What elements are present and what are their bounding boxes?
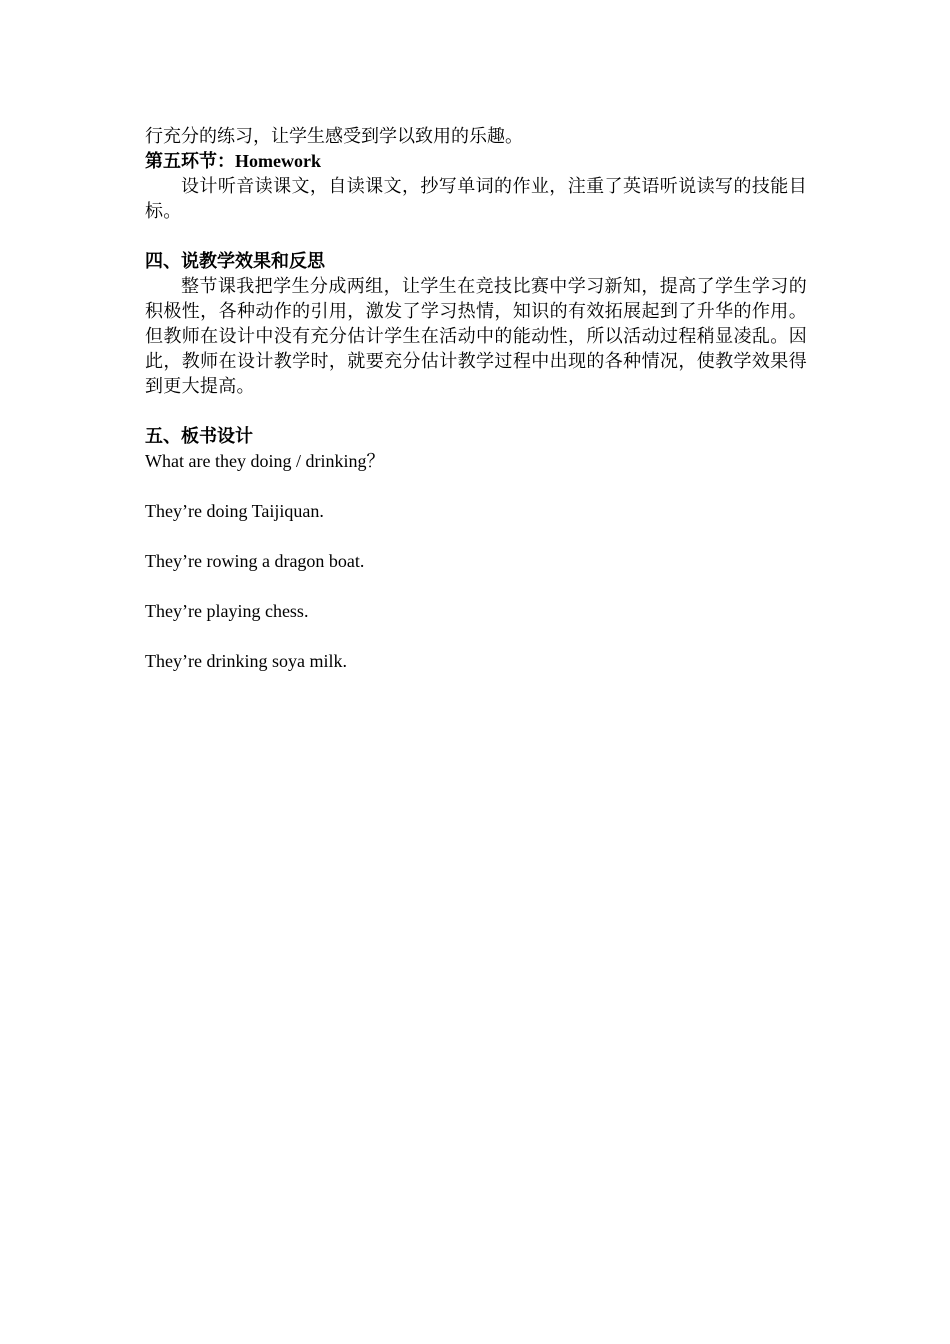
section4-paragraph: 整节课我把学生分成两组，让学生在竞技比赛中学习新知，提高了学生学习的积极性，各种动作的引用，激发了学习热情，知识的有效拓展起到了升华的作用。但教师在设计中没有充分估计学生在活动中的能动性，所以活动过程稍显凌乱。因此，教师在设计教学时，就要充分估计教学过程中出现的各种情况，使教学效果得到更大提高。 bbox=[145, 276, 807, 397]
board-line-taijiquan: They’re doing Taijiquan. bbox=[145, 501, 324, 521]
spacer bbox=[145, 224, 807, 249]
section5-heading: 五、板书设计 bbox=[145, 426, 253, 447]
document-page bbox=[145, 124, 807, 674]
step5-heading-prefix: 第五环节： bbox=[145, 151, 235, 172]
section4-heading: 四、说教学效果和反思 bbox=[145, 251, 325, 272]
spacer bbox=[145, 399, 807, 424]
step5-heading bbox=[145, 149, 807, 174]
spacer bbox=[145, 474, 807, 499]
step5-heading-en: Homework bbox=[235, 151, 321, 171]
spacer bbox=[145, 624, 807, 649]
board-line-dragon-boat: They’re rowing a dragon boat. bbox=[145, 551, 365, 571]
board-line-question: What are they doing / drinking？ bbox=[145, 451, 385, 471]
spacer bbox=[145, 574, 807, 599]
board-line-chess: They’re playing chess. bbox=[145, 601, 309, 621]
step5-paragraph: 设计听音读课文，自读课文，抄写单词的作业，注重了英语听说读写的技能目标。 bbox=[145, 176, 807, 222]
intro-continuation-text: 行充分的练习，让学生感受到学以致用的乐趣。 bbox=[145, 126, 523, 147]
spacer bbox=[145, 524, 807, 549]
board-line-soya-milk: They’re drinking soya milk. bbox=[145, 651, 347, 671]
